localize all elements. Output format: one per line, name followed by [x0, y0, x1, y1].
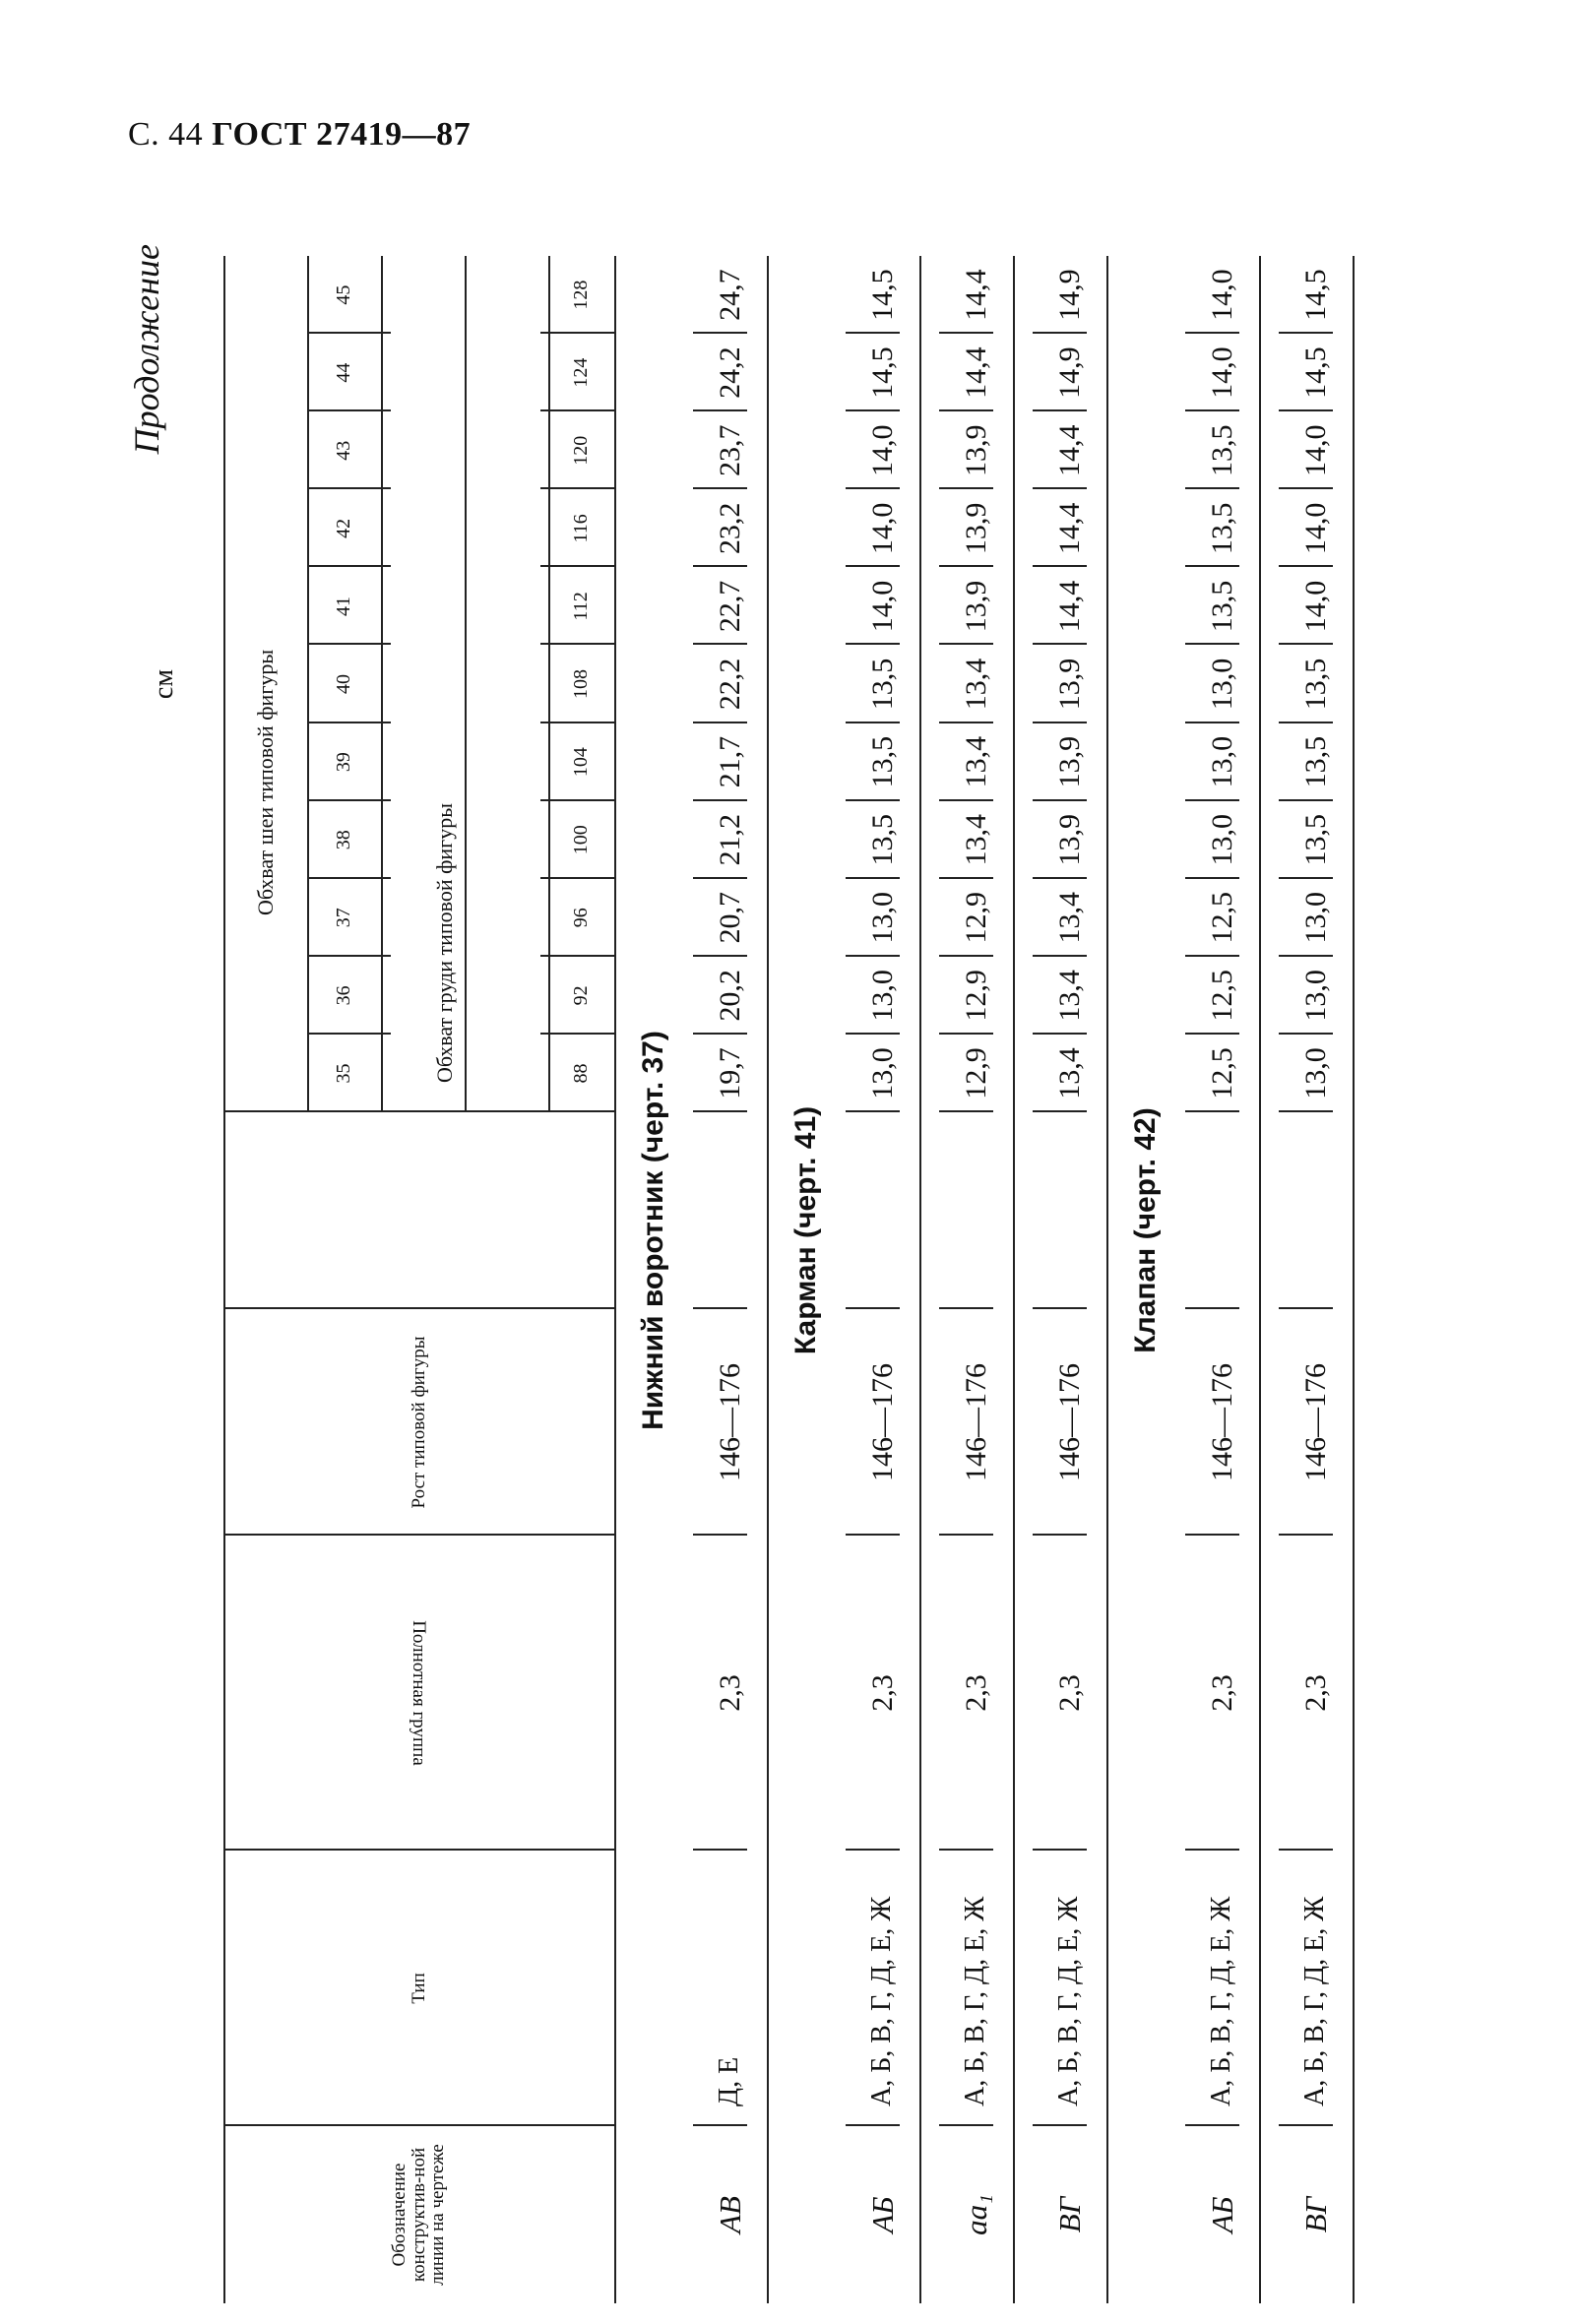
- neck-size: 44: [333, 362, 354, 383]
- row-divider: [846, 1110, 900, 1112]
- value-divider: [693, 955, 747, 957]
- value-divider: [1033, 643, 1087, 645]
- value-divider: [1185, 332, 1239, 334]
- row-height: 146—176: [1052, 1363, 1086, 1481]
- row-value: 14,4: [1052, 424, 1086, 476]
- row-divider: [693, 2124, 747, 2126]
- row-value: 14,4: [959, 346, 992, 399]
- neck-size: 41: [333, 596, 354, 616]
- row-value: 14,9: [1052, 346, 1086, 399]
- row-value: 12,5: [1205, 892, 1238, 944]
- value-divider: [1279, 409, 1333, 411]
- row-value: 13,9: [959, 424, 992, 476]
- row-value: 12,5: [1205, 1047, 1238, 1099]
- row-value: 14,0: [1298, 502, 1332, 555]
- chest-size: 124: [570, 357, 592, 388]
- row-value: 13,5: [865, 813, 899, 866]
- value-divider: [693, 643, 747, 645]
- value-divider: [1279, 722, 1333, 723]
- row-divider: [939, 2124, 993, 2126]
- row-value: 21,2: [713, 813, 746, 866]
- row-value: 22,7: [713, 580, 746, 633]
- row-divider: [1279, 1110, 1333, 1112]
- row-value: 19,7: [713, 1047, 746, 1099]
- row-designation: аа₁: [958, 2194, 993, 2235]
- row-value: 13,5: [865, 735, 899, 788]
- row-fullness: 2,3: [865, 1674, 899, 1712]
- row-type: Д, Е: [714, 2056, 745, 2106]
- row-designation: ВГ: [1297, 2196, 1333, 2233]
- height-header: Рост типовой фигуры: [408, 1336, 429, 1509]
- row-value: 13,0: [1298, 892, 1332, 944]
- row-height: 146—176: [865, 1363, 899, 1481]
- row-rule: [1106, 256, 1108, 2303]
- chest-group-rule: [465, 256, 467, 1112]
- row-value: 13,5: [1205, 580, 1238, 633]
- table-canvas: [149, 236, 1528, 2303]
- row-value: 13,5: [865, 658, 899, 711]
- row-value: 13,4: [1052, 970, 1086, 1022]
- row-value: 24,7: [713, 269, 746, 321]
- neck-size: 36: [333, 985, 354, 1006]
- row-value: 13,5: [1205, 424, 1238, 476]
- value-divider: [846, 565, 900, 567]
- row-divider: [1279, 1307, 1333, 1309]
- value-divider: [846, 409, 900, 411]
- row-value: 23,7: [713, 424, 746, 476]
- row-divider: [846, 1307, 900, 1309]
- row-divider: [693, 1307, 747, 1309]
- type-header: Тип: [408, 1973, 429, 2004]
- section-title: Карман (черт. 41): [789, 1105, 822, 1355]
- row-value: 14,9: [1052, 269, 1086, 321]
- neck-size: 39: [333, 752, 354, 773]
- row-rule: [1353, 256, 1355, 2303]
- row-divider: [693, 1534, 747, 1536]
- value-divider: [1279, 955, 1333, 957]
- row-value: 23,2: [713, 502, 746, 555]
- value-divider: [1033, 565, 1087, 567]
- row-divider: [1185, 2124, 1239, 2126]
- header-bottom-rule: [614, 256, 616, 2303]
- row-value: 13,0: [865, 892, 899, 944]
- row-value: 12,9: [959, 970, 992, 1022]
- row-divider: [939, 1307, 993, 1309]
- value-divider: [693, 799, 747, 801]
- row-value: 14,5: [865, 269, 899, 321]
- row-divider: [1185, 1110, 1239, 1112]
- row-value: 13,4: [959, 735, 992, 788]
- row-value: 14,0: [865, 502, 899, 555]
- value-divider: [693, 409, 747, 411]
- value-divider: [693, 1033, 747, 1035]
- value-divider: [939, 487, 993, 489]
- chest-size: 116: [570, 514, 592, 543]
- row-designation: АБ: [1204, 2196, 1239, 2233]
- row-rule: [767, 256, 769, 2303]
- neck-group-header: Обхват шеи типовой фигуры: [252, 649, 278, 915]
- row-value: 13,9: [1052, 813, 1086, 866]
- unit-label: см: [149, 668, 179, 700]
- row-value: 14,0: [1205, 269, 1238, 321]
- fullness-header: Полнотная группа: [409, 1620, 430, 1766]
- value-divider: [1185, 877, 1239, 879]
- chest-size: 112: [570, 592, 592, 621]
- row-divider: [939, 1110, 993, 1112]
- row-divider: [1279, 2124, 1333, 2126]
- row-divider: [1033, 2124, 1087, 2126]
- row-value: 14,0: [1298, 580, 1332, 633]
- row-value: 13,4: [959, 658, 992, 711]
- chest-size: 96: [570, 908, 592, 928]
- row-divider: [1033, 1849, 1087, 1851]
- row-value: 13,4: [1052, 1047, 1086, 1099]
- row-divider: [1033, 1110, 1087, 1112]
- row-value: 13,0: [865, 970, 899, 1022]
- value-divider: [693, 877, 747, 879]
- row-divider: [1033, 1534, 1087, 1536]
- row-value: 20,7: [713, 892, 746, 944]
- value-divider: [1185, 722, 1239, 723]
- row-fullness: 2,3: [959, 1674, 992, 1712]
- value-divider: [1033, 799, 1087, 801]
- row-type: А, Б, В, Г, Д, Е, Ж: [1299, 1896, 1331, 2106]
- chest-size: 108: [570, 669, 592, 700]
- row-value: 14,4: [1052, 502, 1086, 555]
- neck-size: 42: [333, 518, 354, 538]
- row-value: 13,0: [1298, 970, 1332, 1022]
- chest-size: 120: [570, 435, 592, 466]
- row-value: 13,0: [1298, 1047, 1332, 1099]
- value-divider: [846, 799, 900, 801]
- value-divider: [1185, 955, 1239, 957]
- value-divider: [693, 487, 747, 489]
- row-divider: [1279, 1849, 1333, 1851]
- value-divider: [1279, 487, 1333, 489]
- value-divider: [846, 332, 900, 334]
- row-value: 24,2: [713, 346, 746, 399]
- row-rule: [919, 256, 921, 2303]
- value-divider: [939, 722, 993, 723]
- row-value: 13,9: [1052, 735, 1086, 788]
- row-value: 13,0: [1205, 813, 1238, 866]
- value-divider: [846, 722, 900, 723]
- row-divider: [846, 1849, 900, 1851]
- row-divider: [939, 1534, 993, 1536]
- value-divider: [939, 877, 993, 879]
- row-height: 146—176: [1205, 1363, 1238, 1481]
- value-divider: [939, 1033, 993, 1035]
- chest-size: 92: [570, 985, 592, 1006]
- value-divider: [939, 565, 993, 567]
- row-type: А, Б, В, Г, Д, Е, Ж: [866, 1896, 898, 2106]
- row-designation: АВ: [712, 2196, 747, 2233]
- section-title: Клапан (черт. 42): [1129, 1107, 1162, 1353]
- value-divider: [1279, 565, 1333, 567]
- row-value: 13,5: [1205, 502, 1238, 555]
- value-divider: [846, 955, 900, 957]
- row-value: 14,0: [865, 580, 899, 633]
- value-divider: [1185, 487, 1239, 489]
- row-value: 13,5: [1298, 735, 1332, 788]
- row-value: 13,5: [1298, 813, 1332, 866]
- row-value: 14,0: [1205, 346, 1238, 399]
- value-divider: [693, 722, 747, 723]
- value-divider: [939, 955, 993, 957]
- chest-group-header: Обхват груди типовой фигуры: [432, 803, 458, 1083]
- value-divider: [1185, 799, 1239, 801]
- row-value: 20,2: [713, 970, 746, 1022]
- value-divider: [1279, 643, 1333, 645]
- neck-size: 38: [333, 830, 354, 850]
- row-value: 14,4: [959, 269, 992, 321]
- row-height: 146—176: [1298, 1363, 1332, 1481]
- standard-number: ГОСТ 27419—87: [212, 116, 472, 153]
- value-divider: [1279, 1033, 1333, 1035]
- chest-size: 128: [570, 280, 592, 310]
- value-divider: [846, 487, 900, 489]
- row-fullness: 2,3: [1298, 1674, 1332, 1712]
- continuation-label: Продолжение: [127, 244, 166, 455]
- value-divider: [1033, 409, 1087, 411]
- value-divider: [1033, 722, 1087, 723]
- row-value: 14,4: [1052, 580, 1086, 633]
- row-value: 13,0: [1205, 658, 1238, 711]
- row-value: 13,0: [865, 1047, 899, 1099]
- value-divider: [1185, 1033, 1239, 1035]
- row-value: 21,7: [713, 735, 746, 788]
- row-divider: [1033, 1307, 1087, 1309]
- value-divider: [1185, 565, 1239, 567]
- row-value: 13,9: [959, 502, 992, 555]
- value-divider: [939, 643, 993, 645]
- row-height: 146—176: [713, 1363, 746, 1481]
- row-value: 12,5: [1205, 970, 1238, 1022]
- chest-size: 100: [570, 825, 592, 855]
- value-divider: [939, 409, 993, 411]
- value-divider: [1185, 409, 1239, 411]
- row-type: А, Б, В, Г, Д, Е, Ж: [1206, 1896, 1237, 2106]
- section-title: Нижний воротник (черт. 37): [637, 1031, 669, 1430]
- value-divider: [1033, 332, 1087, 334]
- row-value: 14,0: [1298, 424, 1332, 476]
- row-fullness: 2,3: [1205, 1674, 1238, 1712]
- row-value: 14,5: [1298, 346, 1332, 399]
- row-rule: [1013, 256, 1015, 2303]
- value-divider: [846, 1033, 900, 1035]
- row-value: 12,9: [959, 1047, 992, 1099]
- row-divider: [846, 2124, 900, 2126]
- row-value: 14,5: [865, 346, 899, 399]
- value-divider: [1033, 1033, 1087, 1035]
- row-designation: ВГ: [1051, 2196, 1087, 2233]
- row-value: 12,9: [959, 892, 992, 944]
- value-divider: [846, 877, 900, 879]
- row-value: 14,5: [1298, 269, 1332, 321]
- neck-size: 37: [333, 908, 354, 928]
- row-value: 13,9: [959, 580, 992, 633]
- value-divider: [1033, 955, 1087, 957]
- row-value: 14,0: [865, 424, 899, 476]
- row-type: А, Б, В, Г, Д, Е, Ж: [1053, 1896, 1085, 2106]
- row-divider: [693, 1110, 747, 1112]
- neck-size: 45: [333, 284, 354, 305]
- designation-header: Обозначение конструктив-ной линии на чертеже: [388, 2144, 449, 2286]
- row-divider: [939, 1849, 993, 1851]
- row-divider: [1185, 1534, 1239, 1536]
- row-divider: [1279, 1534, 1333, 1536]
- value-divider: [1279, 799, 1333, 801]
- value-divider: [1033, 487, 1087, 489]
- row-divider: [1185, 1307, 1239, 1309]
- row-value: 13,5: [1298, 658, 1332, 711]
- chest-size: 104: [570, 747, 592, 778]
- row-type: А, Б, В, Г, Д, Е, Ж: [960, 1896, 991, 2106]
- row-fullness: 2,3: [1052, 1674, 1086, 1712]
- row-rule: [1259, 256, 1261, 2303]
- value-divider: [939, 799, 993, 801]
- page-number: С. 44: [128, 116, 204, 153]
- row-designation: АБ: [864, 2196, 900, 2233]
- row-value: 13,9: [1052, 658, 1086, 711]
- row-value: 22,2: [713, 658, 746, 711]
- row-value: 13,4: [959, 813, 992, 866]
- row-divider: [693, 1849, 747, 1851]
- chest-size: 88: [570, 1063, 592, 1084]
- value-divider: [693, 332, 747, 334]
- value-divider: [1185, 643, 1239, 645]
- row-divider: [1185, 1849, 1239, 1851]
- value-divider: [846, 643, 900, 645]
- neck-size-rule: [381, 256, 383, 1112]
- neck-size: 43: [333, 440, 354, 461]
- value-divider: [1033, 877, 1087, 879]
- row-height: 146—176: [959, 1363, 992, 1481]
- value-divider: [1279, 332, 1333, 334]
- value-divider: [693, 565, 747, 567]
- neck-size: 40: [333, 674, 354, 695]
- row-value: 13,4: [1052, 892, 1086, 944]
- row-fullness: 2,3: [713, 1674, 746, 1712]
- neck-size: 35: [333, 1063, 354, 1084]
- value-divider: [1279, 877, 1333, 879]
- row-divider: [846, 1534, 900, 1536]
- value-divider: [939, 332, 993, 334]
- row-value: 13,0: [1205, 735, 1238, 788]
